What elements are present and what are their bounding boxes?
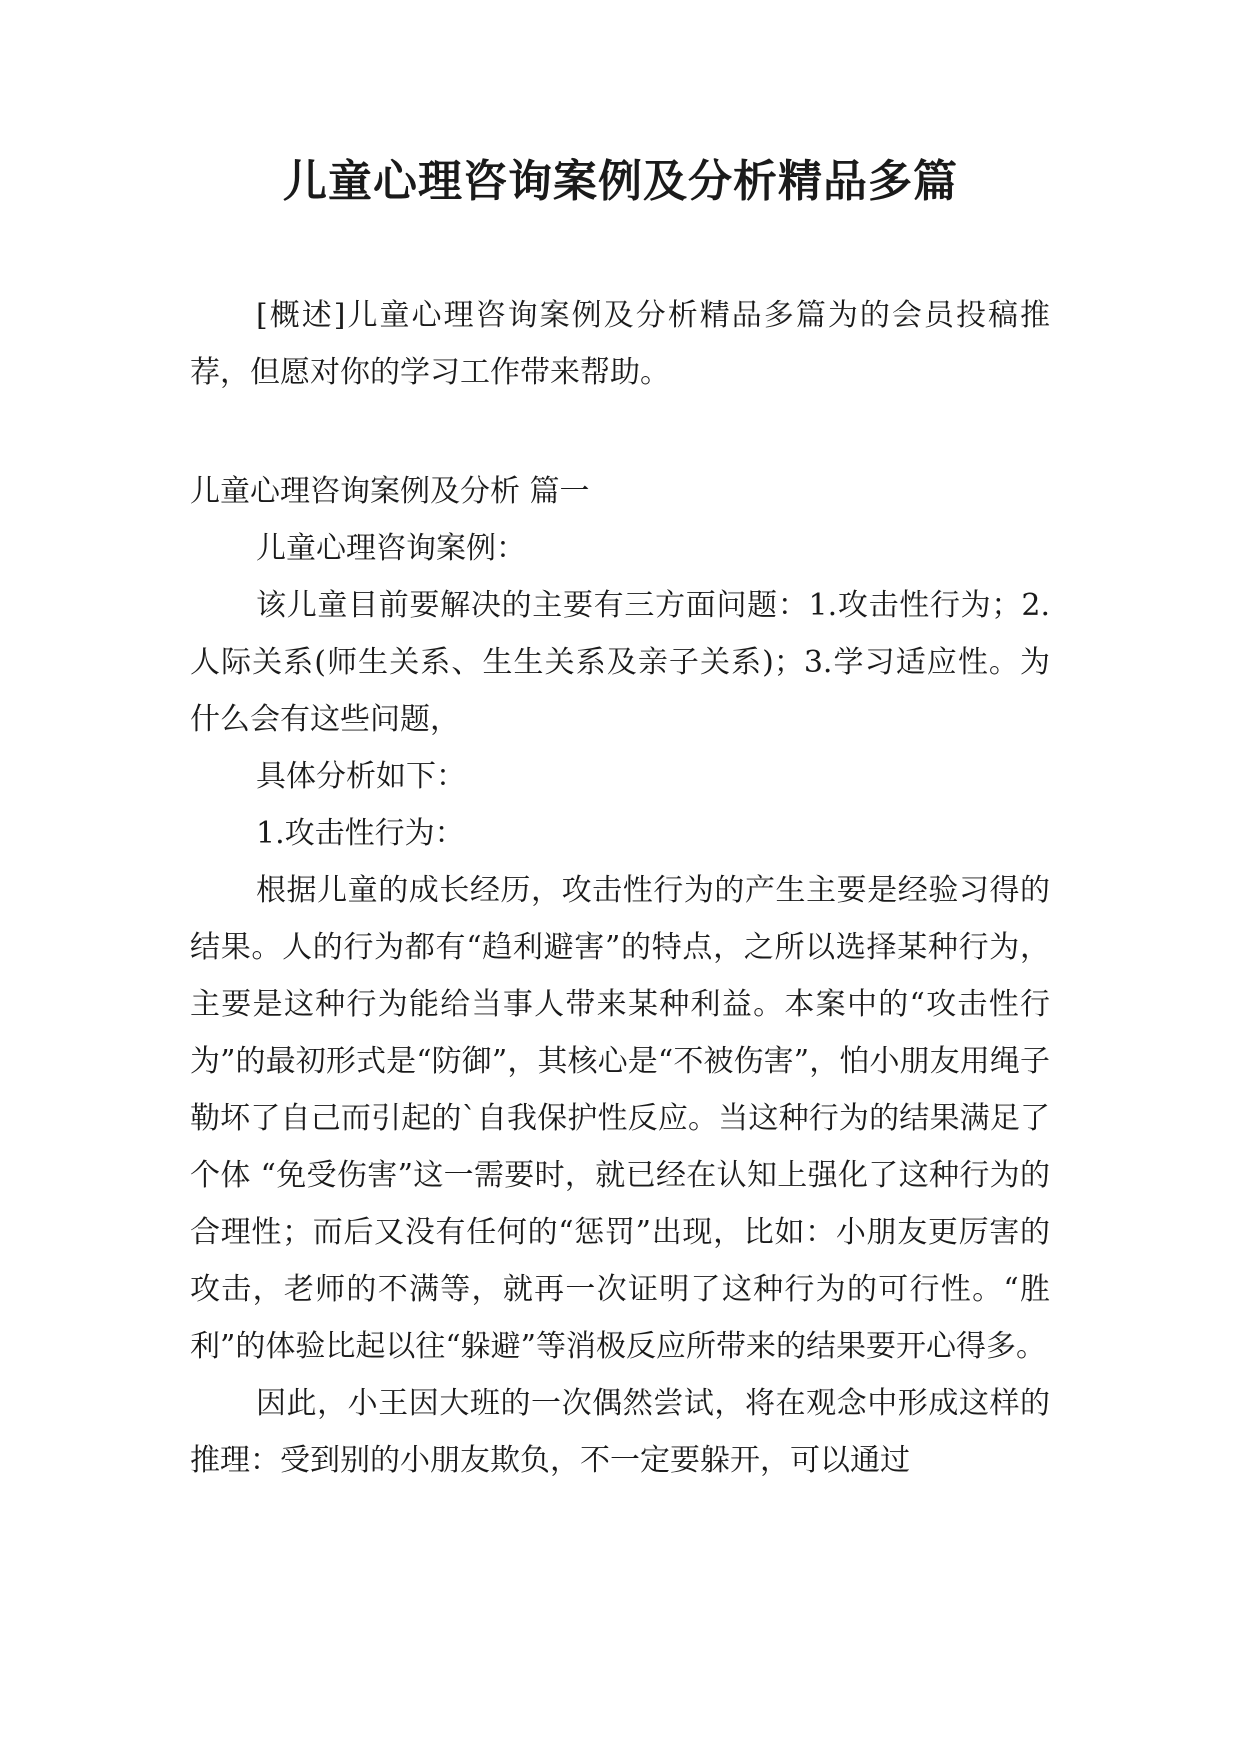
paragraph-aggression-heading: 1.攻击性行为：: [256, 816, 465, 851]
paragraph-aggression-analysis: 根据儿童的成长经历，攻击性行为的产生主要是经验习得的结果。人的行为都有“趋利避害”的特点，之所以选择某种行为，主要是这种行为能给当事人带来某种利益。本案中的“攻击性行为”的最初形式是“防御”，其核心是“不被伤害”，怕小朋友用绳子勒坏了自己而引起的`自我保护性反应。当这种行为的结果满足了个体 “免受伤害”这一需要时，就已经在认知上强化了这种行为的合理性；而后又没有任何的“惩罚”出现，比如：小朋友更厉害的攻击，老师的不满等，就再一次证明了这种行为的可行性。“胜利”的体验比起以往“躲避”等消极反应所带来的结果要开心得多。: [190, 873, 1050, 1364]
paragraph-case-label: 儿童心理咨询案例：: [256, 531, 526, 566]
paragraph-analysis-intro: 具体分析如下：: [256, 759, 466, 794]
summary-block: [190, 287, 1050, 401]
article-content: [190, 463, 1050, 1489]
summary-paragraph: [概述]儿童心理咨询案例及分析精品多篇为的会员投稿推荐，但愿对你的学习工作带来帮助。: [190, 298, 1050, 390]
paragraph-problems: 该儿童目前要解决的主要有三方面问题：1.攻击性行为；2.人际关系(师生关系、生生关系及亲子关系)；3.学习适应性。为什么会有这些问题，: [190, 588, 1050, 737]
document-title: 儿童心理咨询案例及分析精品多篇: [283, 156, 958, 207]
section-heading: 儿童心理咨询案例及分析 篇一: [190, 474, 590, 509]
paragraph-conclusion: 因此，小王因大班的一次偶然尝试，将在观念中形成这样的推理：受到别的小朋友欺负，不一定要躲开，可以通过: [190, 1386, 1050, 1478]
